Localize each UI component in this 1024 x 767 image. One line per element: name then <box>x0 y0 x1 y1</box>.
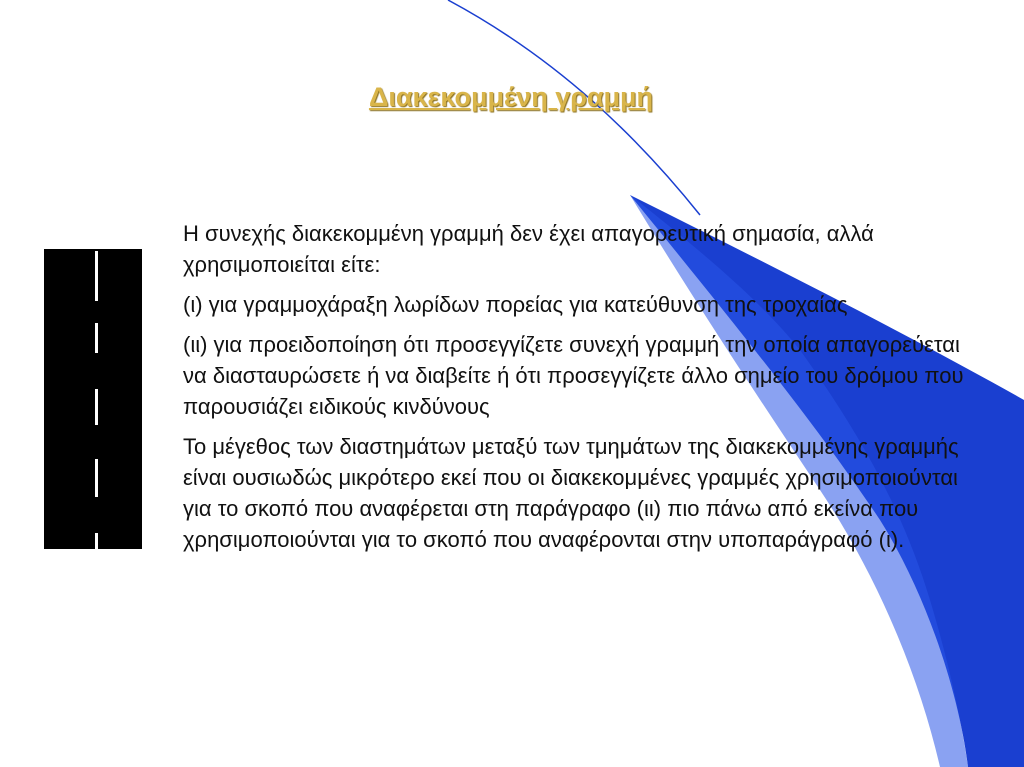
paragraph-item-ii: (ιι) για προειδοποίηση ότι προσεγγίζετε συνεχή γραμμή την οποία απαγορεύεται να διασταυρώσετε ή να διαβείτε ή ότι προσεγγίζετε άλλο σημείο του δρόμου που παρουσιάζει ειδικούς κινδύνους <box>183 332 964 419</box>
paragraph-gap-size: Το μέγεθος των διαστημάτων μεταξύ των τμημάτων της διακεκομμένης γραμμής είναι ουσιωδώς μικρότερο εκεί που οι διακεκομμένες γραμμές χρησιμοποιούνται για το σκοπό που αναφέρεται στη παράγραφο (ιι) πιο πάνω από εκείνα που χρησιμοποιούνται για το σκοπό που αναφέρονται στην υποπαράγραφό (ι). <box>183 434 959 552</box>
road-dashed-line-illustration <box>44 249 142 549</box>
lane-dash <box>95 323 98 353</box>
road-surface <box>44 249 142 549</box>
lane-dash <box>95 389 98 425</box>
lane-dash <box>95 251 98 301</box>
paragraph-item-i: (ι) για γραμμοχάραξη λωρίδων πορείας για κατεύθυνση της τροχαίας <box>183 292 848 317</box>
slide-title-text: Διακεκομμένη γραμμή <box>368 82 654 112</box>
slide-body <box>183 218 973 564</box>
lane-dash <box>95 533 98 549</box>
paragraph-intro: Η συνεχής διακεκομμένη γραμμή δεν έχει απαγορευτική σημασία, αλλά χρησιμοποιείται είτε: <box>183 221 874 277</box>
lane-dash <box>95 459 98 497</box>
slide-title <box>0 82 1024 113</box>
